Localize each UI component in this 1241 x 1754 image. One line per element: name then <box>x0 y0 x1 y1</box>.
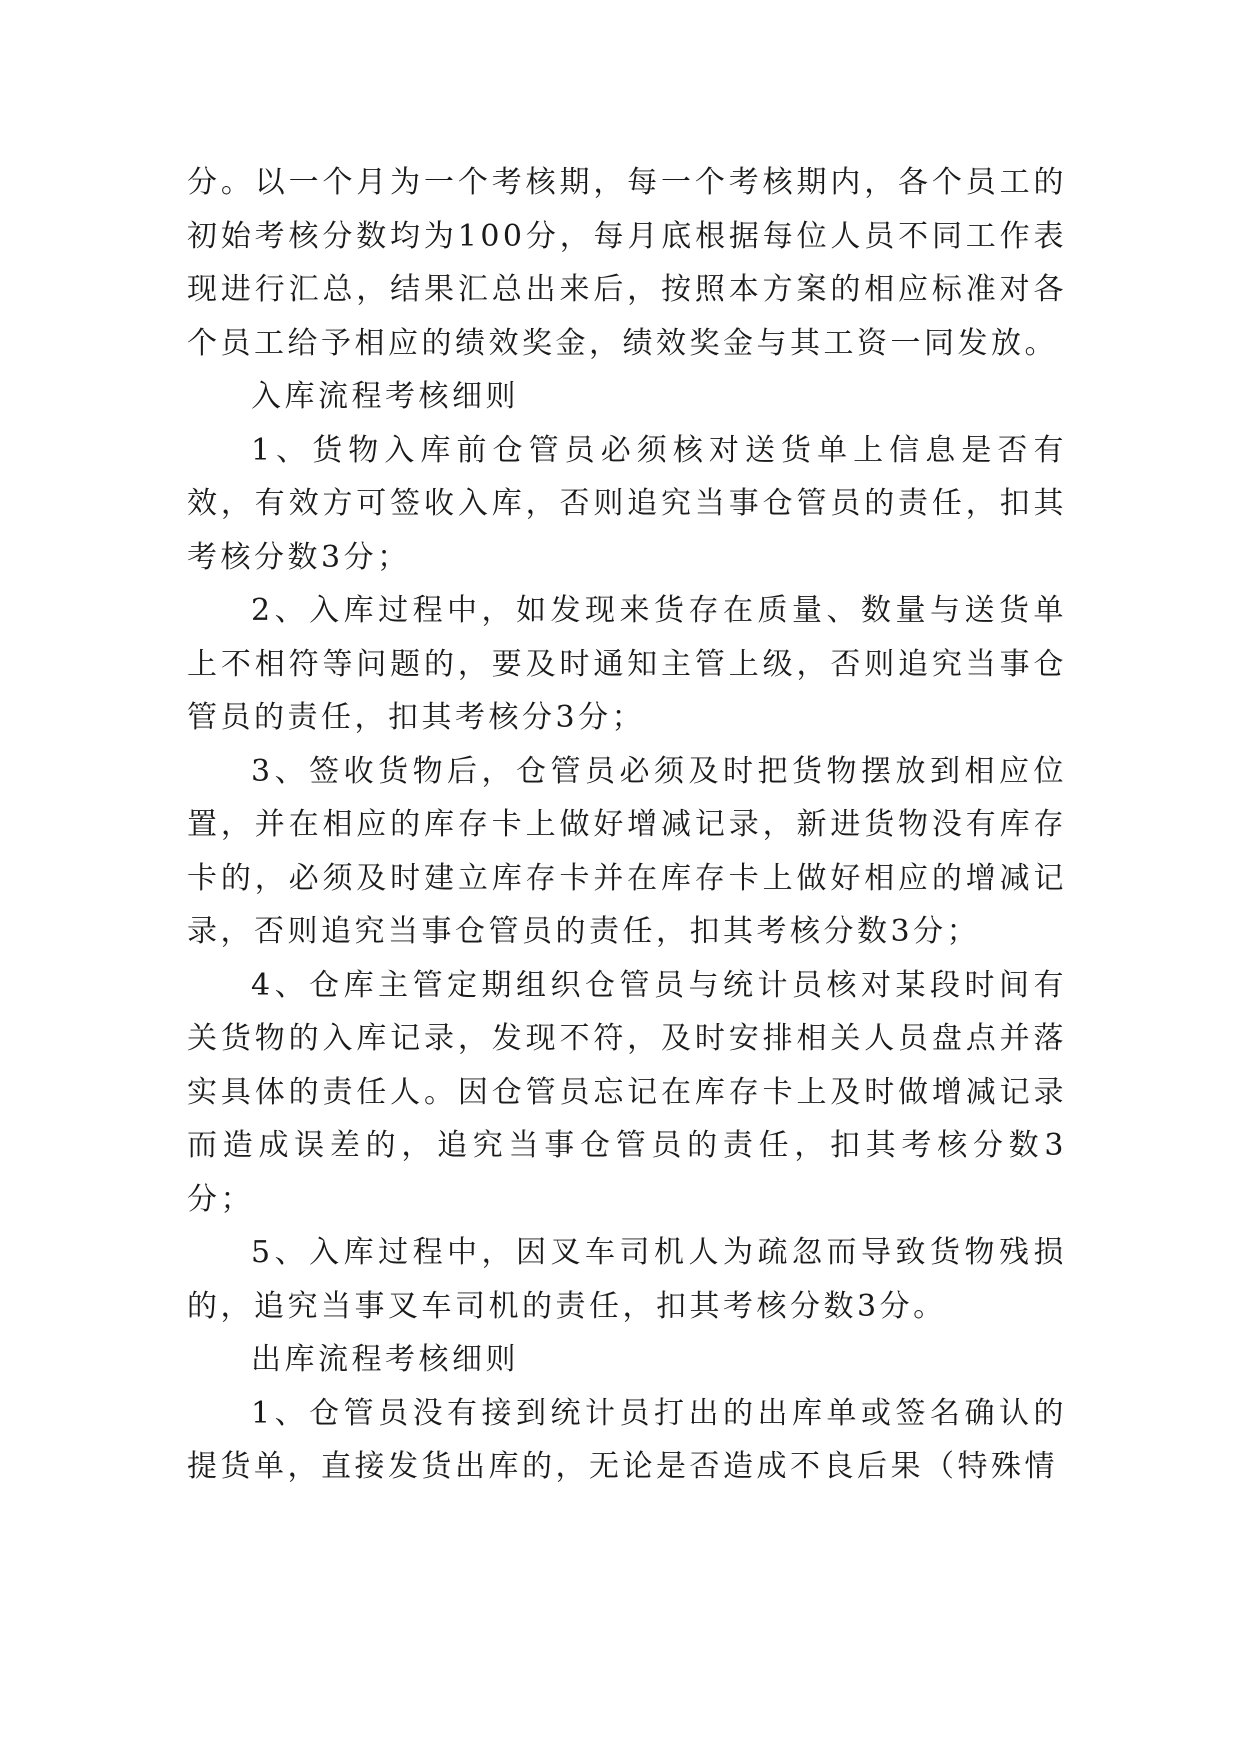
paragraph-inbound-4: 4、仓库主管定期组织仓管员与统计员核对某段时间有关货物的入库记录，发现不符，及时安排相关人员盘点并落实具体的责任人。因仓管员忘记在库存卡上及时做增减记录而造成误差的，追究当事仓管员的责任，扣其考核分数3分； <box>187 967 1067 1217</box>
paragraph-inbound-5: 5、入库过程中，因叉车司机人为疏忽而导致货物残损的，追究当事叉车司机的责任，扣其考核分数3分。 <box>187 1235 1067 1324</box>
paragraph-inbound-1: 1、货物入库前仓管员必须核对送货单上信息是否有效，有效方可签收入库，否则追究当事仓管员的责任，扣其考核分数3分； <box>187 432 1067 575</box>
paragraph-outbound-1: 1、仓管员没有接到统计员打出的出库单或签名确认的提货单，直接发货出库的，无论是否造成不良后果（特殊情 <box>187 1395 1067 1484</box>
paragraph-inbound-2: 2、入库过程中，如发现来货存在质量、数量与送货单上不相符等问题的，要及时通知主管上级，否则追究当事仓管员的责任，扣其考核分3分； <box>187 593 1067 735</box>
section-heading-outbound: 出库流程考核细则 <box>251 1342 519 1377</box>
document-body <box>187 156 1067 1494</box>
paragraph-inbound-3: 3、签收货物后，仓管员必须及时把货物摆放到相应位置，并在相应的库存卡上做好增减记录，新进货物没有库存卡的，必须及时建立库存卡并在库存卡上做好相应的增减记录，否则追究当事仓管员的责任，扣其考核分数3分； <box>187 753 1067 949</box>
section-heading-inbound: 入库流程考核细则 <box>251 379 519 414</box>
paragraph-intro: 分。以一个月为一个考核期，每一个考核期内，各个员工的初始考核分数均为100分，每月底根据每位人员不同工作表现进行汇总，结果汇总出来后，按照本方案的相应标准对各个员工给予相应的绩效奖金，绩效奖金与其工资一同发放。 <box>187 165 1067 361</box>
